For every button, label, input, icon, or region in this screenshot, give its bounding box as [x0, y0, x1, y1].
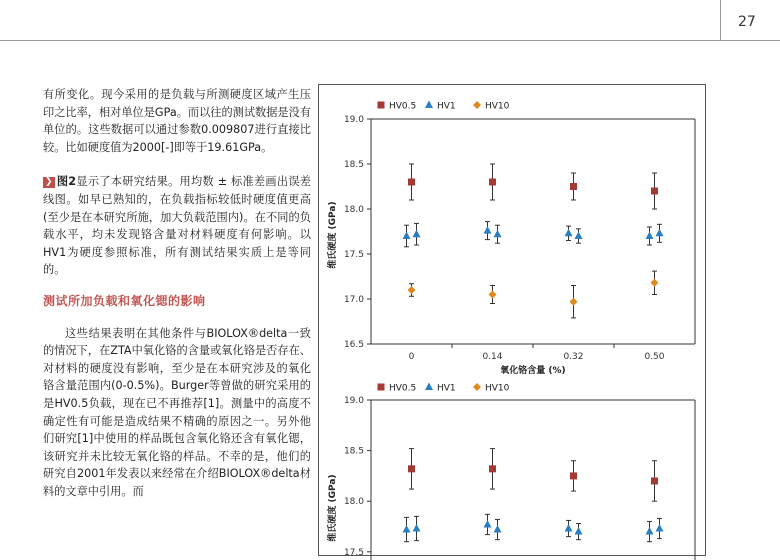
paragraph-2	[43, 173, 311, 279]
data-point-HV1	[575, 527, 583, 535]
legend-marker-HV0.5	[378, 102, 385, 109]
x-axis-label: 氧化铬含量 (%)	[500, 366, 566, 376]
data-point-HV1	[565, 229, 573, 237]
header-rule	[0, 40, 780, 41]
legend-marker-HV10	[473, 383, 481, 391]
y-tick-label: 17.5	[343, 250, 364, 260]
data-point-HV1	[646, 527, 654, 535]
data-point-HV0.5	[408, 179, 415, 186]
body-text-column	[43, 86, 311, 500]
data-point-HV1	[656, 229, 664, 237]
figure-ref-arrow-icon: ❯	[45, 177, 53, 188]
x-tick-label: 0.14	[482, 352, 503, 362]
y-axis-label: 维氏硬度 (GPa)	[328, 201, 338, 269]
data-point-HV1	[413, 230, 421, 238]
data-point-HV10	[489, 291, 497, 299]
legend-marker-HV1	[425, 101, 433, 109]
data-point-HV0.5	[651, 477, 658, 484]
data-point-HV1	[575, 232, 583, 240]
legend-label: HV10	[485, 383, 510, 394]
data-point-HV1	[656, 524, 664, 532]
data-point-HV1	[413, 524, 421, 532]
data-point-HV10	[408, 286, 416, 294]
x-tick-label: 0.50	[644, 352, 665, 362]
data-point-HV0.5	[489, 179, 496, 186]
data-point-HV0.5	[570, 472, 577, 479]
y-tick-label: 19.0	[343, 115, 364, 125]
paragraph-1: 有所变化。现今采用的是负载与所测硬度区域产生压印之比率，相对单位是GPa。而以往的测试数据是没有单位的。这些数据可以通过参数0.009807进行直接比较。比如硬度值为2000[-]即等于19.61GPa。	[43, 88, 311, 154]
x-tick-label: 0.32	[563, 352, 584, 362]
y-tick-label: 18.0	[343, 205, 364, 215]
legend-label: HV10	[485, 101, 510, 112]
legend-marker-HV1	[425, 383, 433, 391]
chart-top	[319, 85, 705, 376]
legend-marker-HV10	[473, 101, 481, 109]
data-point-HV1	[484, 226, 492, 234]
data-point-HV10	[651, 279, 659, 287]
data-point-HV0.5	[408, 465, 415, 472]
data-point-HV0.5	[651, 188, 658, 195]
y-tick-label: 17.5	[343, 547, 364, 558]
figure-ref-label[interactable]: 图2	[56, 175, 77, 189]
y-tick-label: 18.5	[343, 446, 364, 457]
y-tick-label: 18.5	[343, 160, 364, 170]
chart-bottom	[319, 370, 705, 560]
y-tick-label: 19.0	[343, 396, 364, 406]
data-point-HV1	[494, 230, 502, 238]
data-point-HV1	[494, 525, 502, 533]
data-point-HV1	[403, 525, 411, 533]
legend-marker-HV0.5	[378, 384, 385, 391]
data-point-HV0.5	[570, 183, 577, 190]
y-tick-label: 18.0	[343, 497, 364, 508]
legend-label: HV0.5	[389, 383, 417, 394]
legend-label: HV1	[437, 383, 456, 394]
legend-label: HV0.5	[389, 101, 417, 112]
page-number: 27	[738, 14, 756, 30]
y-tick-label: 17.0	[343, 295, 364, 305]
x-tick-label: 0	[408, 352, 415, 362]
paragraph-3: 这些结果表明在其他条件与BIOLOX®delta一致的情况下，在ZTA中氧化铬的含量或氧化铬是否存在、对材料的硬度没有影响，至少是在本研究涉及的氧化铬含量范围内(0-0.5%)。Burger等曾做的研究采用的是HV0.5负载，现在已不再推荐[1]。测量中的高度不确定性有可能是造成结果不精确的原因之一。另外他们研究[1]中使用的样品既包含氧化铬还含有氧化锶，该研究并未比较无氧化铬的样品。不幸的是，他们的研究自2001年发表以来经常在介绍BIOLOX®delta材料的文章中引用。而	[43, 326, 311, 498]
paragraph-2-text: 显示了本研究结果。用均数 ± 标准差画出误差线图。如早已熟知的，在负载指标较低时硬度值更高(至少是在本研究所施，加大负载范围内)。在不同的负载水平，均未发现铬含量对材料硬度有何影响。以HV1为硬度参照标准，所有测试结果实质上是等同的。	[43, 175, 311, 277]
y-tick-label: 16.5	[343, 340, 364, 350]
data-point-HV1	[403, 232, 411, 240]
section-heading: 测试所加负载和氧化锶的影响	[43, 293, 206, 308]
data-point-HV1	[646, 232, 654, 240]
y-axis-label: 维氏硬度 (GPa)	[328, 474, 338, 542]
data-point-HV1	[565, 524, 573, 532]
page-number-divider	[720, 0, 721, 41]
legend-label: HV1	[437, 101, 456, 112]
data-point-HV1	[484, 520, 492, 528]
figure-panel	[318, 84, 706, 556]
data-point-HV0.5	[489, 465, 496, 472]
data-point-HV10	[570, 298, 578, 306]
